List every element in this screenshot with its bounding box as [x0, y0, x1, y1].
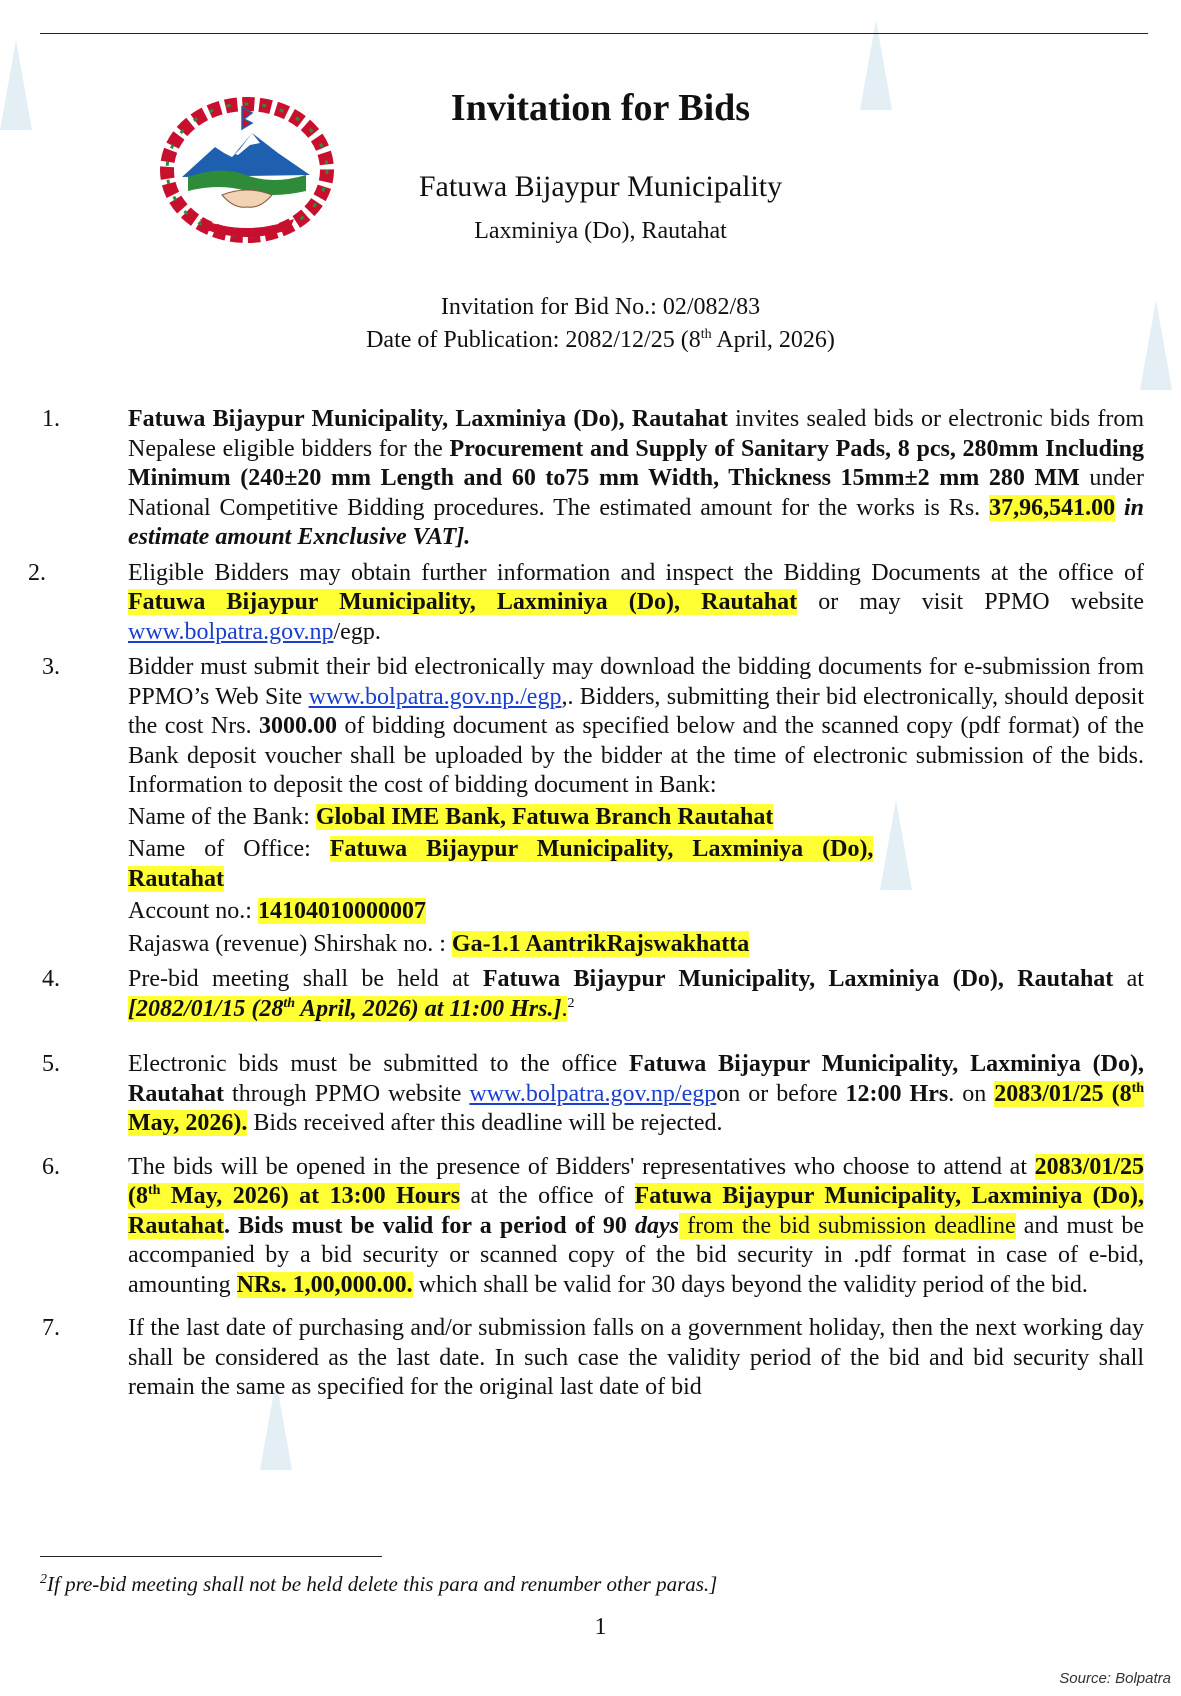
clause-number: 1. — [42, 406, 60, 432]
ppmo-link[interactable]: www.bolpatra.gov.np — [128, 618, 334, 645]
bid-clauses — [28, 405, 1145, 1409]
organization-name: Fatuwa Bijaypur Municipality — [418, 170, 783, 203]
organization-location: Laxminiya (Do), Rautahat — [474, 218, 727, 244]
source-credit: Source: Bolpatra — [1059, 1670, 1171, 1687]
office-name-row-cont: Rautahat — [128, 865, 225, 892]
footnote-ref: 2 — [567, 995, 575, 1011]
bid-security-amount: NRs. 1,00,000.00. — [236, 1271, 413, 1298]
footnote: $^2$If pre-bid meeting shall not be held delete this para and renumber other paras.] — [40, 1572, 718, 1596]
clause-1: 1. Fatuwa Bijaypur Municipality, Laxminiya (Do), Rautahat invites sealed bids or electronic bids from Nepalese eligible bidders for the Procurement and Supply of Sanitary Pads, 8 pcs, 280mm Including Minimum (240±20 mm Length and 60 to75 mm Width, Thickness 15mm±2 mm 280 MM under National Competitive Bidding procedures. The estimated amount for the works is Rs. 37,96,541.00 in estimate amount Exnclusive VAT]. — [42, 406, 1145, 550]
clause-6: 6. The bids will be opened in the presence of Bidders' representatives who choose to attend at 2083/01/25 (8th May, 2026) at 13:00 Hours at the office of Fatuwa Bijaypur Municipality, Laxminiya (Do), Rautahat. Bids must be valid for a period of 90 days from the bid submission deadline and must be accompanied by a bid security or scanned copy of the bid security in .pdf format in case of e-bid, amounting NRs. 1,00,000.00. which shall be valid for 30 days beyond the validity period of the bid. — [42, 1153, 1144, 1298]
document-cost: 3000.00 — [259, 713, 338, 739]
clause-number: 5. — [42, 1051, 60, 1077]
bank-name-row: Name of the Bank: Global IME Bank, Fatuwa Branch Rautahat — [128, 803, 774, 830]
ppmo-egp-link[interactable]: www.bolpatra.gov.np./egp — [308, 683, 562, 710]
clause-number: 6. — [42, 1153, 60, 1180]
clause-5: 5. Electronic bids must be submitted to the office Fatuwa Bijaypur Municipality, Laxminiya (Do), Rautahat through PPMO website www.bolpatra.gov.np/egpon or before 12:00 Hrs. on 2083/01/25 (8th May, 2026). Bids received after this deadline will be rejected. — [42, 1051, 1145, 1136]
revenue-row: Rajaswa (revenue) Shirshak no. : Ga-1.1 AantrikRajswakhatta — [128, 930, 750, 957]
clause-7: 7. If the last date of purchasing and/or submission falls on a government holiday, then the next working day shall be considered as the last date. In such case the validity period of the bid and bid security shall remain the same as specified for the original last date of bid — [42, 1315, 1144, 1400]
clause-number: 2. — [28, 559, 46, 586]
clause-3: 3. Bidder must submit their bid electronically may download the bidding documents for e-submission from PPMO’s Web Site www.bolpatra.gov.np./egp,. Bidders, submitting their bid electronically, should deposit the cost Nrs. 3000.00 of bidding document as specified below and the scanned copy (pdf format) of the Bank deposit voucher shall be uploaded by the bidder at the time of electronic submission of the bids. Information to deposit the cost of bidding document in Bank: Name of the Bank: Global IME Bank, Fatuwa Branch Rautahat Name of Office: Fatuwa Bijaypur Municipality, Laxminiya (Do), Rautahat Account no.: 14104010000007 Rajaswa (revenue) Shirshak no. : Ga-1.1 AantrikRajswakhatta — [40, 653, 1144, 959]
bid-number: Invitation for Bid No.: 02/082/83 — [440, 294, 761, 320]
footnote-rule — [40, 1556, 382, 1557]
clause-2: 2. Eligible Bidders may obtain further information and inspect the Bidding Documents at the office of Fatuwa Bijaypur Municipality, Laxminiya (Do), Rautahat or may visit PPMO website www.bolpatra.gov.np/egp. — [28, 559, 1144, 645]
page-title: Invitation for Bids — [450, 87, 751, 129]
clause-number: 7. — [42, 1315, 60, 1341]
account-number: 14104010000007 — [257, 898, 426, 924]
estimated-amount: 37,96,541.00 — [989, 494, 1116, 521]
top-rule — [40, 33, 1148, 34]
page-number: 1 — [594, 1614, 607, 1640]
clause-number: 3. — [42, 654, 60, 680]
clause-4: 4. Pre-bid meeting shall be held at Fatuwa Bijaypur Municipality, Laxminiya (Do), Rautahat at [2082/01/15 (28th April, 2026) at 11:00 Hrs.].$^2$ — [42, 966, 1144, 1022]
clause-number: 4. — [42, 966, 60, 992]
account-row: Account no.: 14104010000007 — [128, 898, 426, 924]
publication-date: Date of Publication: 2082/12/25 (8th April, 2026) — [366, 327, 835, 353]
office-name-row: Name of Office: Fatuwa Bijaypur Municipality, Laxminiya (Do), — [128, 836, 874, 862]
ppmo-egp-link[interactable]: www.bolpatra.gov.np/egp — [469, 1080, 717, 1107]
